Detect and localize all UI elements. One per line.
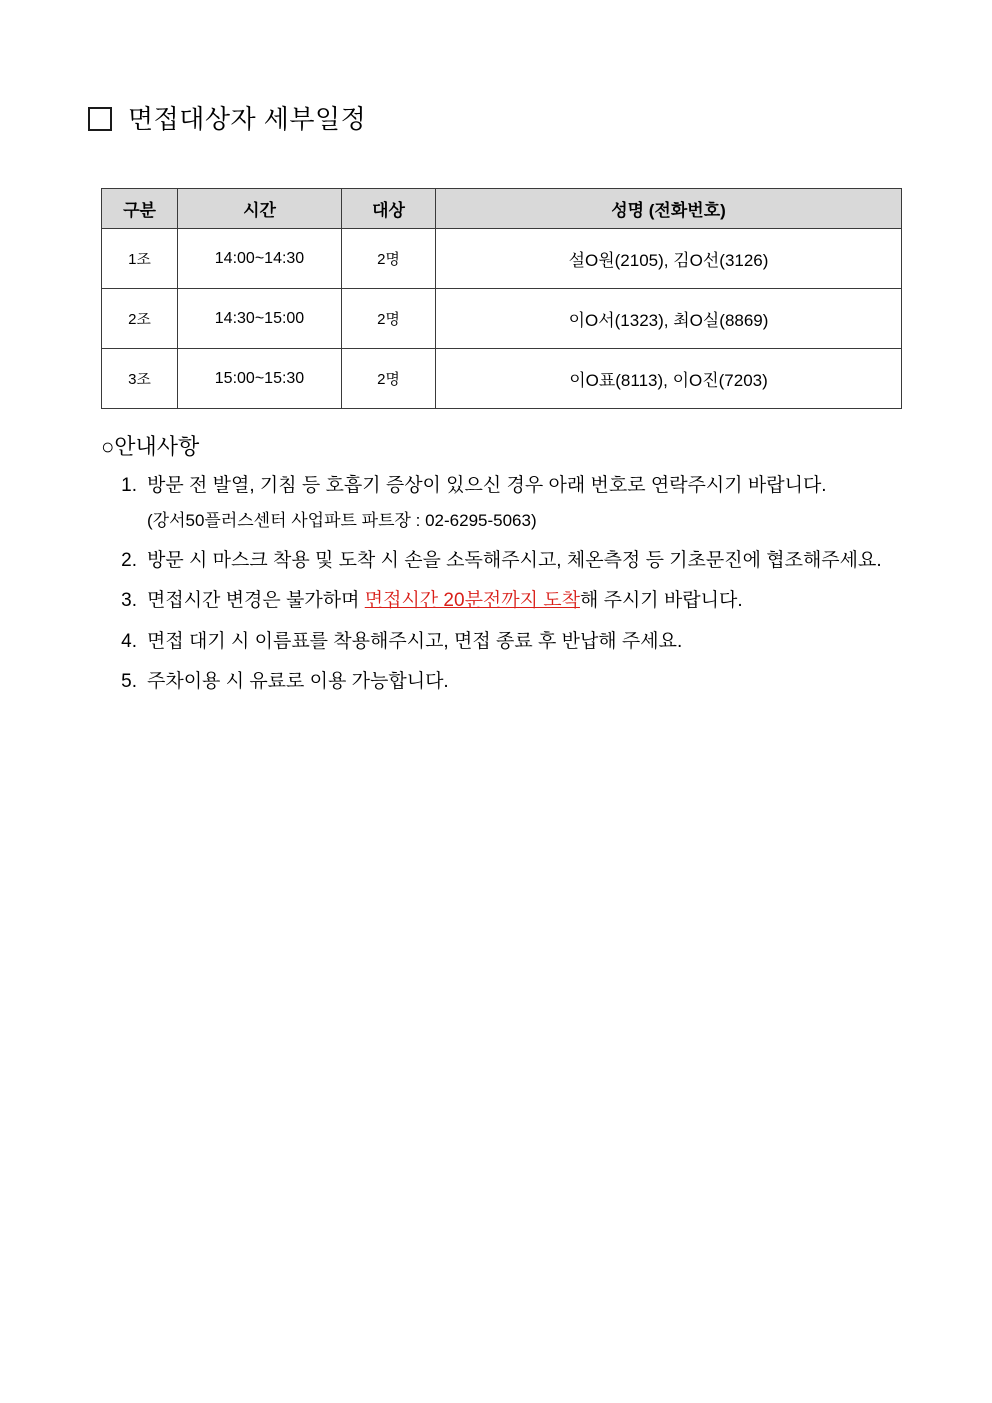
notice-list: [101, 472, 921, 695]
cell-gubun: 2조: [102, 289, 178, 349]
list-item-text-before: 면접시간 변경은 불가하며: [147, 590, 365, 612]
list-item-number: 5.: [121, 671, 137, 693]
cell-names: 설O원(2105), 김O선(3126): [436, 229, 902, 289]
list-item-text: [147, 587, 921, 615]
list-item-text: 방문 전 발열, 기침 등 호흡기 증상이 있으신 경우 아래 번호로 연락주시기 바랍니다.: [147, 475, 827, 497]
cell-count: 2명: [342, 229, 436, 289]
list-item-text: 면접 대기 시 이름표를 착용해주시고, 면접 종료 후 반납해 주세요.: [147, 630, 683, 652]
cell-gubun: 1조: [102, 229, 178, 289]
table-row: [102, 289, 902, 349]
column-header-name: 성명 (전화번호): [436, 189, 902, 229]
list-item: [101, 668, 921, 696]
cell-names: 이O표(8113), 이O진(7203): [436, 349, 902, 409]
page-title-text: 면접대상자 세부일정: [128, 104, 367, 134]
page-title: [88, 106, 366, 132]
notice-section: [101, 434, 921, 709]
cell-names: 이O서(1323), 최O실(8869): [436, 289, 902, 349]
list-item-number: 3.: [121, 590, 137, 612]
list-item-subtext: (강서50플러스센터 사업파트 파트장 : 02-6295-5063): [147, 510, 537, 530]
column-header-gubun: 구분: [102, 189, 178, 229]
list-item: [101, 547, 921, 575]
table-row: [102, 349, 902, 409]
square-checkbox-icon: [88, 107, 112, 131]
list-item-number: 4.: [121, 630, 137, 652]
cell-time: 14:00~14:30: [178, 229, 342, 289]
column-header-time: 시간: [178, 189, 342, 229]
list-item-text: 주차이용 시 유료로 이용 가능합니다.: [147, 671, 449, 693]
table-header-row: [102, 189, 902, 229]
interview-schedule-table: [101, 188, 902, 409]
list-item-number: 1.: [121, 475, 137, 497]
table-header: [102, 189, 902, 229]
list-item-text: 방문 시 마스크 착용 및 도착 시 손을 소독해주시고, 체온측정 등 기초문진에 협조해주세요.: [147, 549, 882, 571]
cell-time: 14:30~15:00: [178, 289, 342, 349]
list-item: [101, 628, 921, 656]
list-item: [101, 472, 921, 500]
cell-gubun: 3조: [102, 349, 178, 409]
column-header-count: 대상: [342, 189, 436, 229]
cell-time: 15:00~15:30: [178, 349, 342, 409]
list-item-text-emphasis: 면접시간 20분전까지 도착: [364, 590, 580, 612]
cell-count: 2명: [342, 349, 436, 409]
table-row: [102, 229, 902, 289]
list-item: [101, 587, 921, 615]
list-item-number: 2.: [121, 549, 137, 571]
cell-count: 2명: [342, 289, 436, 349]
notice-title: ○안내사항: [101, 434, 200, 459]
table-body: [102, 229, 902, 409]
list-item-text-after: 해 주시기 바랍니다.: [579, 590, 743, 612]
